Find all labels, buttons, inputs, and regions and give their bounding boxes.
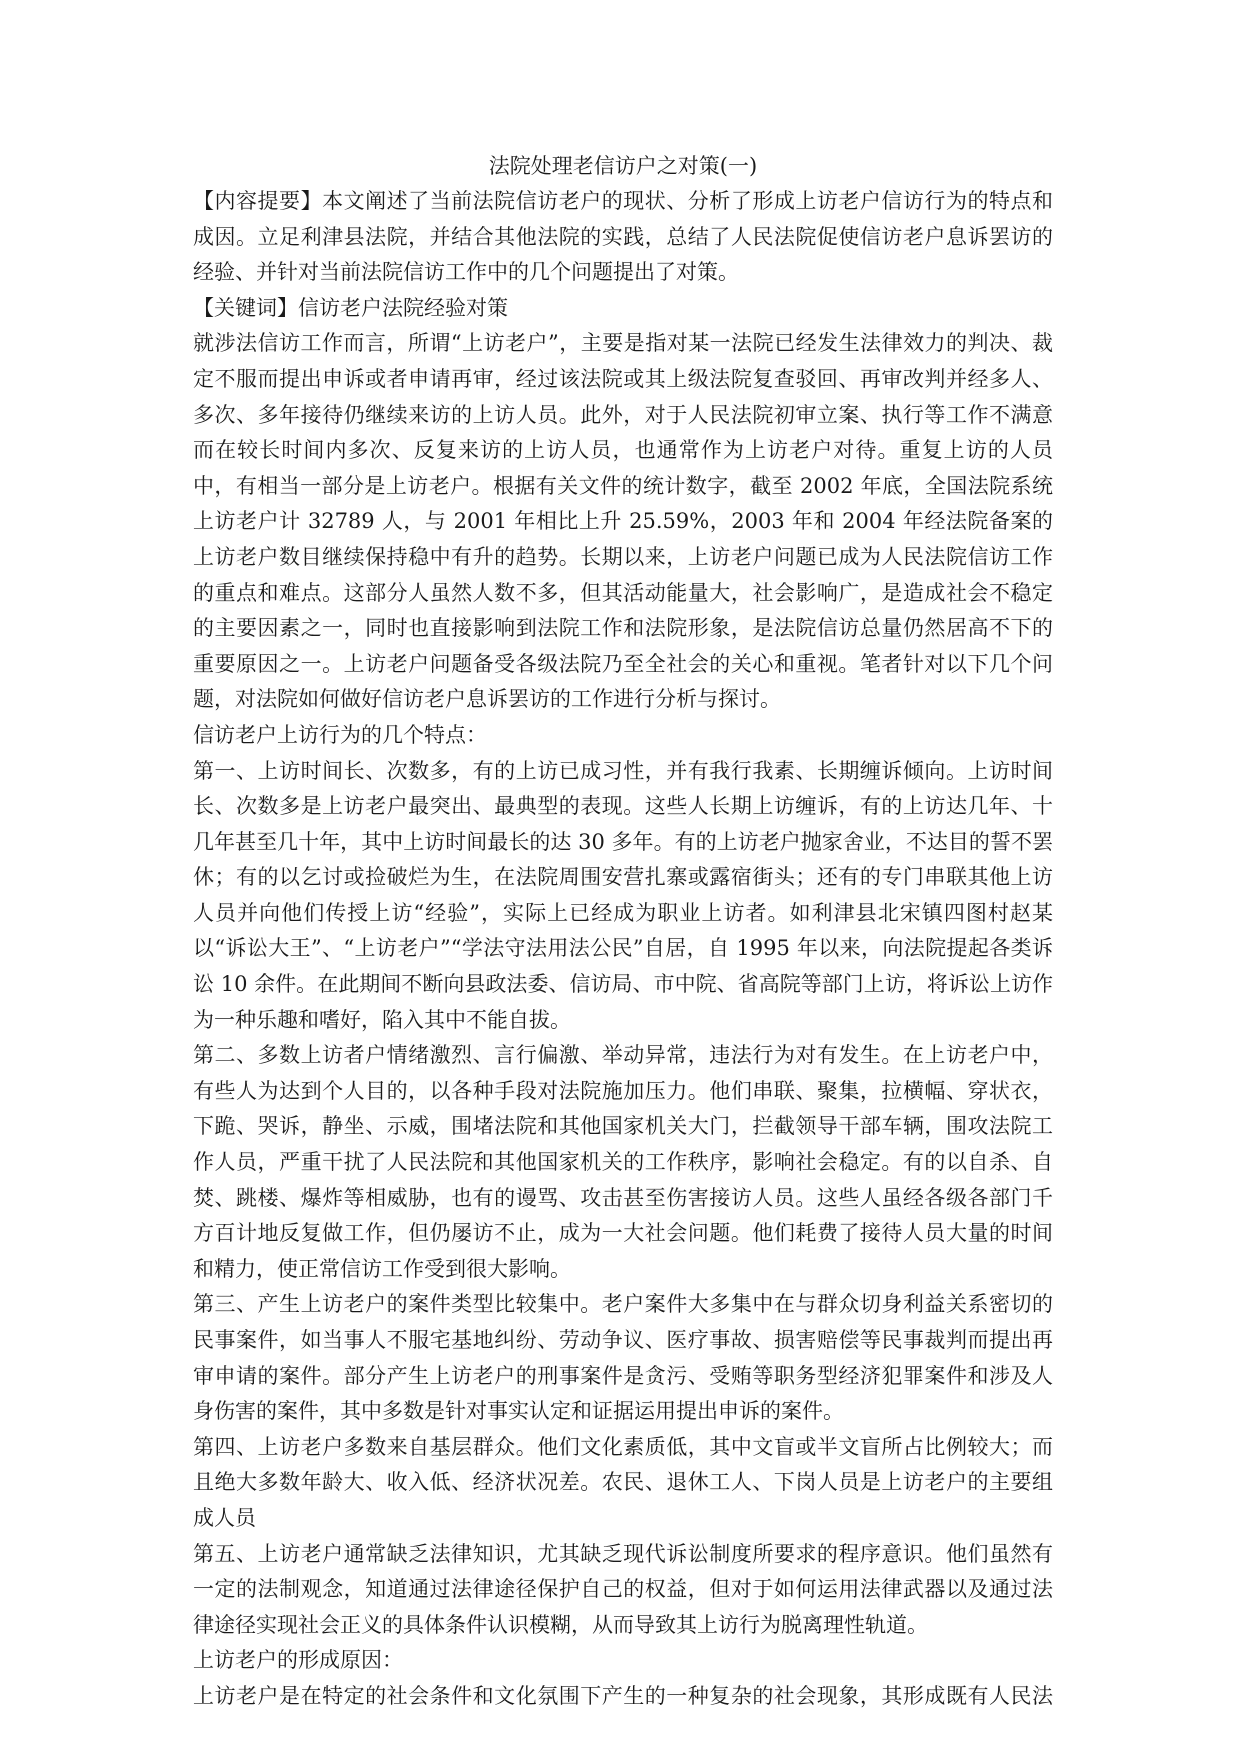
feature-paragraph-1: 第一、上访时间长、次数多，有的上访已成习性，并有我行我素、长期缠诉倾向。上访时间长、次数多是上访老户最突出、最典型的表现。这些人长期上访缠诉，有的上访达几年、十几年甚至几十年，其中上访时间最长的达 30 多年。有的上访老户抛家舍业，不达目的誓不罢休；有的以乞讨或捡破烂为生，在法院周围安营扎寨或露宿街头；还有的专门串联其他上访人员并向他们传授上访“经验”，实际上已经成为职业上访者。如利津县北宋镇四图村赵某以“诉讼大王”、“上访老户”“学法守法用法公民”自居，自 1995 年以来，向法院提起各类诉讼 10 余件。在此期间不断向县政法委、信访局、市中院、省高院等部门上访，将诉讼上访作为一种乐趣和嗜好，陷入其中不能自拔。 bbox=[193, 758, 1053, 1032]
abstract-paragraph: 【内容提要】本文阐述了当前法院信访老户的现状、分析了形成上访老户信访行为的特点和成因。立足利津县法院，并结合其他法院的实践，总结了人民法院促使信访老户息诉罢访的经验、并针对当前法院信访工作中的几个问题提出了对策。 bbox=[193, 189, 1053, 285]
feature-paragraph-3: 第三、产生上访老户的案件类型比较集中。老户案件大多集中在与群众切身利益关系密切的民事案件，如当事人不服宅基地纠纷、劳动争议、医疗事故、损害赔偿等民事裁判而提出再审申请的案件。部分产生上访老户的刑事案件是贪污、受贿等职务型经济犯罪案件和涉及人身伤害的案件，其中多数是针对事实认定和证据运用提出申诉的案件。 bbox=[193, 1292, 1053, 1424]
document-title: 法院处理老信访户之对策(一) bbox=[488, 154, 758, 178]
feature-paragraph-5: 第五、上访老户通常缺乏法律知识，尤其缺乏现代诉讼制度所要求的程序意识。他们虽然有一定的法制观念，知道通过法律途径保护自己的权益，但对于如何运用法律武器以及通过法律途径实现社会正义的具体条件认识模糊，从而导致其上访行为脱离理性轨道。 bbox=[193, 1541, 1053, 1637]
intro-paragraph: 就涉法信访工作而言，所谓“上访老户”，主要是指对某一法院已经发生法律效力的判决、裁定不服而提出申诉或者申请再审，经过该法院或其上级法院复查驳回、再审改判并经多人、多次、多年接待仍继续来访的上访人员。此外，对于人民法院初审立案、执行等工作不满意而在较长时间内多次、反复来访的上访人员，也通常作为上访老户对待。重复上访的人员中，有相当一部分是上访老户。根据有关文件的统计数字，截至 2002 年底，全国法院系统上访老户计 32789 人，与 2001 年相比上升 25.59%，2003 年和 2004 年经法院备案的上访老户数目继续保持稳中有升的趋势。长期以来，上访老户问题已成为人民法院信访工作的重点和难点。这部分人虽然人数不多，但其活动能量大，社会影响广，是造成社会不稳定的主要因素之一，同时也直接影响到法院工作和法院形象，是法院信访总量仍然居高不下的重要原因之一。上访老户问题备受各级法院乃至全社会的关心和重视。笔者针对以下几个问题，对法院如何做好信访老户息诉罢访的工作进行分析与探讨。 bbox=[193, 331, 1053, 712]
feature-paragraph-2: 第二、多数上访者户情绪激烈、言行偏激、举动异常，违法行为对有发生。在上访老户中，有些人为达到个人目的，以各种手段对法院施加压力。他们串联、聚集，拉横幅、穿状衣，下跪、哭诉，静坐、示威，围堵法院和其他国家机关大门，拦截领导干部车辆，围攻法院工作人员，严重干扰了人民法院和其他国家机关的工作秩序，影响社会稳定。有的以自杀、自焚、跳楼、爆炸等相威胁，也有的谩骂、攻击甚至伤害接访人员。这些人虽经各级各部门千方百计地反复做工作，但仍屡访不止，成为一大社会问题。他们耗费了接待人员大量的时间和精力，使正常信访工作受到很大影响。 bbox=[193, 1043, 1053, 1281]
section-heading-causes: 上访老户的形成原因： bbox=[193, 1648, 403, 1673]
section-heading-features: 信访老户上访行为的几个特点： bbox=[193, 722, 487, 747]
causes-paragraph: 上访老户是在特定的社会条件和文化氛围下产生的一种复杂的社会现象，其形成既有人民法 bbox=[193, 1683, 1053, 1708]
feature-paragraph-4: 第四、上访老户多数来自基层群众。他们文化素质低，其中文盲或半文盲所占比例较大；而且绝大多数年龄大、收入低、经济状况差。农民、退休工人、下岗人员是上访老户的主要组成人员 bbox=[193, 1434, 1053, 1530]
document-body bbox=[193, 148, 1053, 1715]
keywords-paragraph: 【关键词】信访老户法院经验对策 bbox=[193, 295, 508, 320]
